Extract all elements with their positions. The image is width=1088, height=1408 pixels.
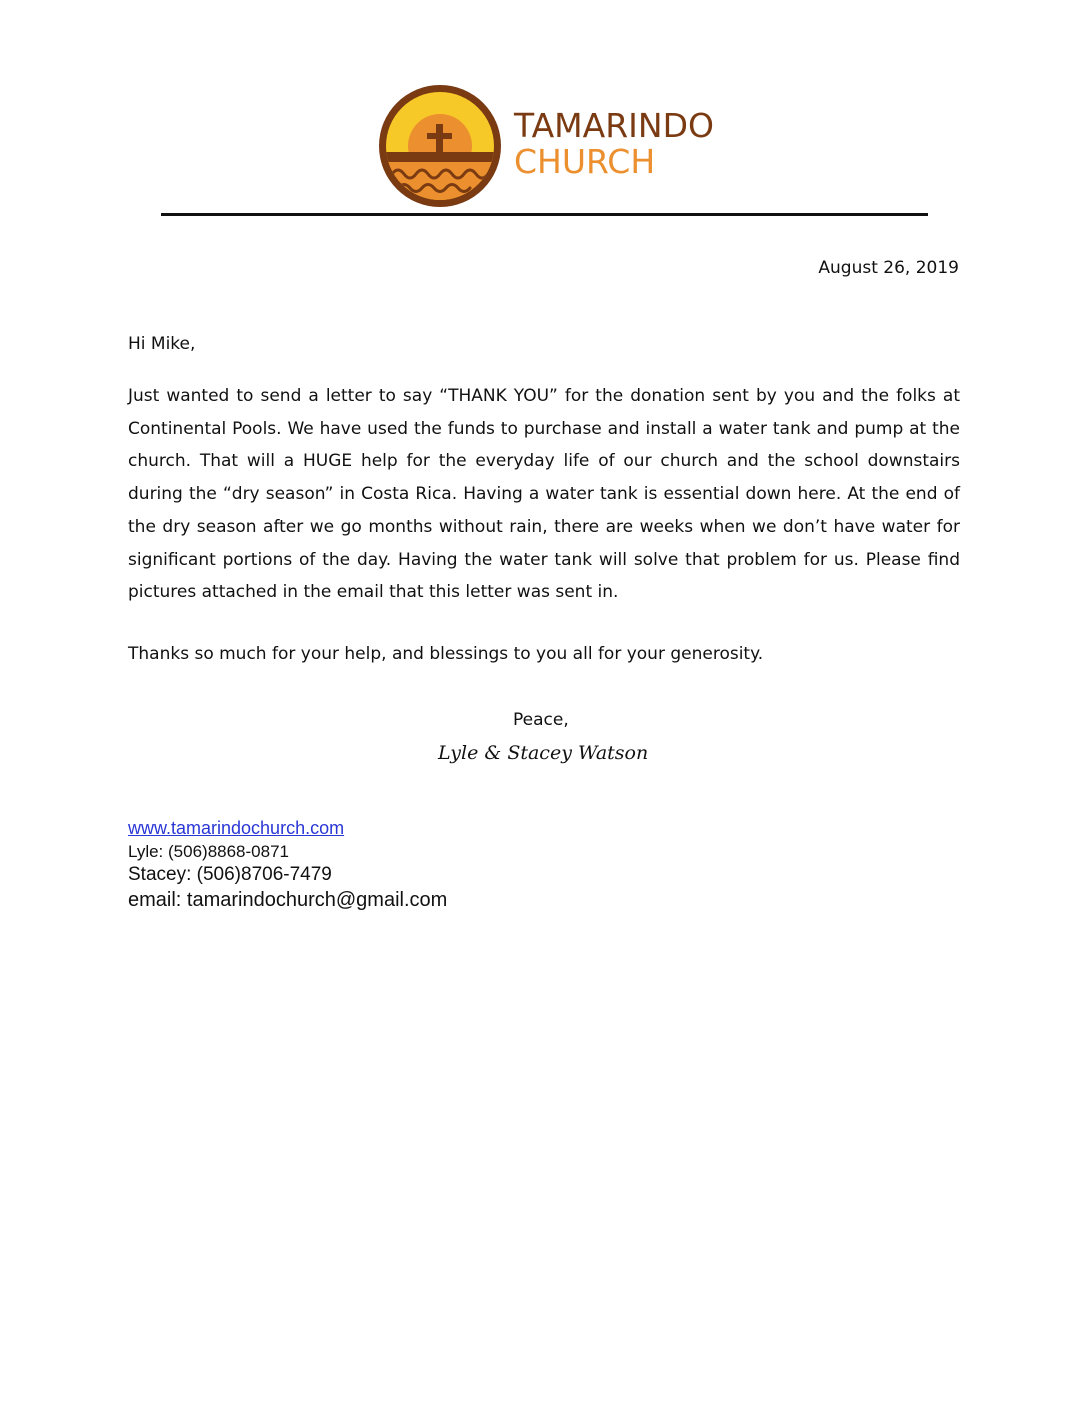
sun-cross-waves-logo-icon [378,84,502,208]
lyle-phone: Lyle: (506)8868-0871 [128,842,289,861]
church-name-line2: CHURCH [514,142,656,181]
body-paragraph: Just wanted to send a letter to say “THANK YOU” for the donation sent by you and the folks at Continental Pools. We have used the funds to purchase and install a water tank and pump at the church. That will a HUGE help for the everyday life of our church and the school downstairs during the “dry season” in Costa Rica. Having a water tank is essential down here. At the end of the dry season after we go months without rain, there are weeks when we don’t have water for significant portions of the day. Having the water tank will solve that problem for us. Please find pictures attached in the email that this letter was sent in. [128,386,960,603]
letterhead [0,0,1088,230]
email-address: email: tamarindochurch@gmail.com [128,889,448,911]
salutation: Hi Mike, [128,334,196,354]
signature: Lyle & Stacey Watson [438,742,649,764]
thanks-paragraph: Thanks so much for your help, and blessings to you all for your generosity. [128,644,764,664]
header-divider [161,213,928,216]
closing: Peace, [513,710,569,730]
stacey-phone: Stacey: (506)8706-7479 [128,864,332,885]
church-name [514,108,714,180]
contact-block [128,817,447,913]
website-link[interactable]: www.tamarindochurch.com [128,818,345,838]
letter-date: August 26, 2019 [818,258,959,278]
church-name-line1: TAMARINDO [514,106,714,145]
